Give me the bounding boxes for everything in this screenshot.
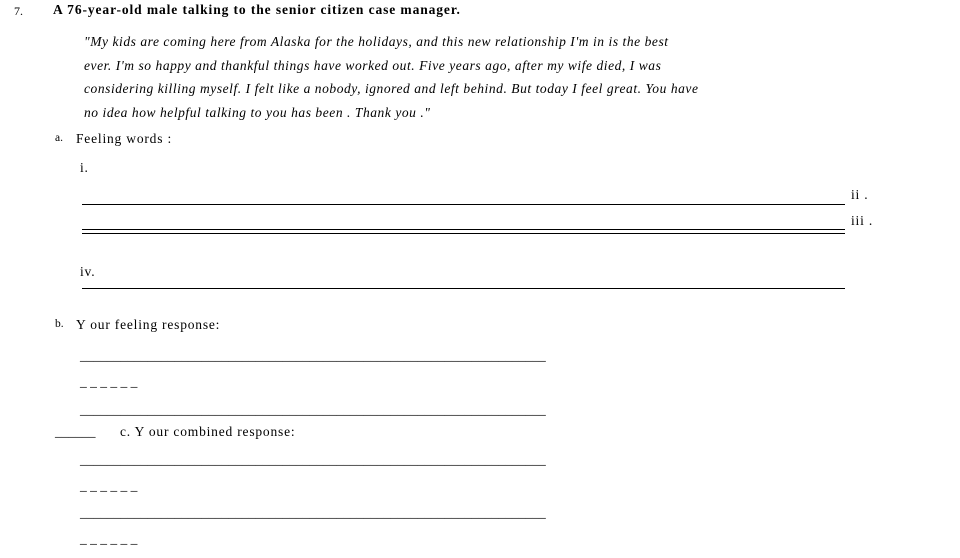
item-ii-marker: ii . <box>851 187 869 202</box>
item-b-label: Y our feeling response: <box>76 317 221 332</box>
quote-line-1: "My kids are coming here from Alaska for the holidays, and this new relationship I'm in is the best <box>84 34 669 49</box>
item-a-marker: a. <box>55 132 63 144</box>
answer-line-b1[interactable]: _____________________________________________________________________ <box>80 348 546 363</box>
answer-line-c2[interactable]: _____________________________________________________________________ <box>80 505 546 520</box>
question-number: 7. <box>14 4 23 18</box>
quote-line-4: no idea how helpful talking to you has been . Thank you ." <box>84 104 431 120</box>
answer-line-i[interactable] <box>82 204 845 205</box>
question-title: A 76-year-old male talking to the senior citizen case manager. <box>53 2 461 17</box>
answer-line-fragment[interactable]: ______ <box>55 424 96 439</box>
item-i-marker: i. <box>80 160 89 175</box>
answer-line-c1-wrap[interactable]: _ _ _ _ _ _ <box>80 478 138 493</box>
quote-line-3: considering killing myself. I felt like a nobody, ignored and left behind. But today I feel great. You have <box>84 81 699 96</box>
item-a-label: Feeling words : <box>76 131 172 146</box>
answer-line-b2[interactable]: _____________________________________________________________________ <box>80 402 546 417</box>
answer-line-c1[interactable]: _____________________________________________________________________ <box>80 452 546 467</box>
answer-line-ii[interactable] <box>82 229 845 230</box>
item-b-marker: b. <box>55 318 64 330</box>
quote-line-2: ever. I'm so happy and thankful things have worked out. Five years ago, after my wife died, I was <box>84 57 662 73</box>
answer-line-b1-wrap[interactable]: _ _ _ _ _ _ <box>80 374 138 389</box>
item-iv-marker: iv. <box>80 264 96 279</box>
item-c-label: c. Y our combined response: <box>120 424 296 439</box>
item-iii-marker: iii . <box>851 213 874 228</box>
answer-line-iii[interactable] <box>82 233 845 234</box>
client-quote <box>84 30 854 124</box>
answer-line-c2-wrap[interactable]: _ _ _ _ _ _ <box>80 531 138 546</box>
answer-line-iv[interactable] <box>82 288 845 289</box>
